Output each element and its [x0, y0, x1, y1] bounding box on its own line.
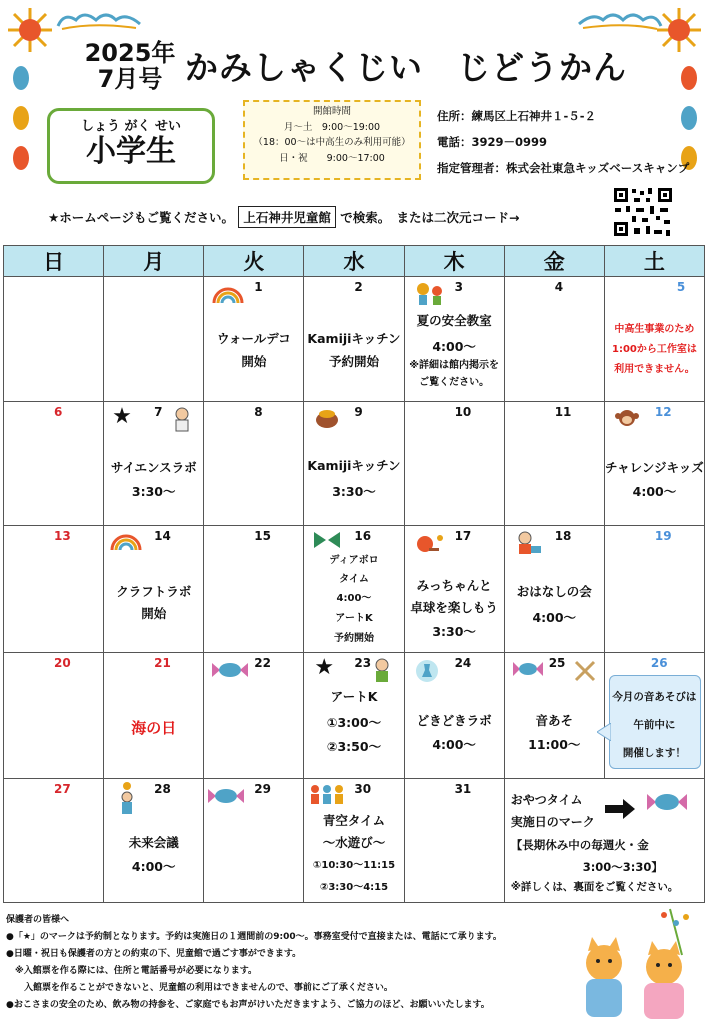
- event-line: Kamijiキッチン: [307, 458, 401, 473]
- day-number: 21: [154, 656, 171, 670]
- calendar-cell-14: [104, 526, 204, 653]
- event-line: 3:30～: [432, 624, 476, 639]
- legend-subtitle: 実施日のマーク: [510, 815, 595, 829]
- day-number: 24: [454, 656, 472, 670]
- calendar-cell-24: [404, 653, 504, 779]
- hours-weekday: 月～土 9:00～19:00: [283, 121, 381, 133]
- notice-line: ●日曜・祝日も保護者の方との約束の下、児童館で過ごす事ができます。: [6, 949, 302, 959]
- day-number: 20: [54, 656, 71, 670]
- flask-icon: [415, 659, 439, 683]
- calendar-cell-13: [4, 526, 104, 653]
- event-line: アートK: [330, 689, 378, 704]
- event-line: 4:00～: [532, 610, 577, 625]
- day-number: 23: [354, 656, 372, 670]
- contact-info: [437, 103, 689, 181]
- kids-group-icon: [308, 783, 346, 805]
- calendar-cell-31: [404, 779, 504, 903]
- day-number: 9: [354, 405, 363, 419]
- day-number: 12: [654, 405, 672, 419]
- issue-date: [75, 40, 185, 92]
- calendar-cell-10: [404, 402, 504, 526]
- reservation-star-icon: ★: [112, 404, 132, 429]
- day-number: 29: [254, 782, 271, 796]
- day-number: 19: [654, 529, 672, 543]
- day-number: 3: [454, 280, 463, 294]
- manager: 指定管理者：株式会社東急キッズベースキャンプ: [437, 161, 690, 175]
- calendar-week: [4, 277, 705, 402]
- calendar-cell-12: [604, 402, 704, 526]
- reservation-star-icon: ★: [314, 655, 335, 680]
- weekday-sat: 土: [604, 246, 704, 277]
- calendar-cell-15: [204, 526, 304, 653]
- day-number: 25: [548, 656, 566, 670]
- event-line: どきどきラボ: [416, 713, 492, 728]
- calendar-cell-empty: [104, 277, 204, 402]
- calendar-cell-29: [204, 779, 304, 903]
- event-line: ①10:30～11:15: [312, 860, 396, 871]
- monkey-icon: [613, 406, 641, 430]
- event-line: ①3:00～: [326, 715, 382, 730]
- day-number: 18: [554, 529, 572, 543]
- day-number: 17: [454, 529, 472, 543]
- notice-text-post: で検索。 または二次元コード→: [340, 210, 520, 225]
- event-line: チャレンジキッズ: [605, 460, 704, 475]
- music-sticks-icon: [573, 659, 597, 683]
- day-number: 8: [254, 405, 263, 419]
- event-line: 開始: [141, 606, 167, 621]
- event-line: 4:00～: [432, 339, 476, 354]
- monthly-calendar: [3, 245, 705, 903]
- event-line: 未来会議: [128, 835, 179, 850]
- cloud-ornament-icon: [54, 8, 144, 32]
- calendar-cell-16: [304, 526, 404, 653]
- calendar-cell-19: [604, 526, 704, 653]
- page-title: かみしゃくじい じどうかん: [185, 48, 627, 87]
- grade-label: 小学生: [86, 134, 176, 169]
- legend-schedule: 【長期休み中の毎週火・金: [510, 838, 649, 852]
- event-line: 卓球を楽しもう: [410, 600, 498, 615]
- event-line: クラフトラボ: [116, 584, 192, 599]
- event-line: 音あそ: [535, 713, 574, 728]
- notice-line: ※入館票を作る際には、住所と電話番号が必要になります。: [6, 966, 258, 976]
- event-line: 3:30～: [131, 484, 176, 499]
- calendar-cell-2: [304, 277, 404, 402]
- event-line: 3:30～: [332, 484, 376, 499]
- qr-code-icon[interactable]: [612, 186, 674, 238]
- calendar-cell-26: [604, 653, 704, 779]
- day-number: 16: [354, 529, 372, 543]
- day-number: 27: [54, 782, 71, 796]
- calendar-cell-empty: [4, 277, 104, 402]
- holiday-label: 海の日: [131, 719, 177, 737]
- phone: 電話：3929－0999: [437, 135, 548, 149]
- day-number: 10: [454, 405, 472, 419]
- snack-candy-icon: [206, 785, 246, 807]
- weekday-sun: 日: [4, 246, 104, 277]
- day-number: 31: [454, 782, 472, 796]
- calendar-cell-5: [604, 277, 704, 402]
- day-number: 28: [154, 782, 171, 796]
- day-number: 22: [254, 656, 271, 670]
- legend-title: おやつタイム: [510, 793, 583, 807]
- calendar-cell-11: [504, 402, 604, 526]
- event-line: ご覧ください。: [419, 377, 490, 388]
- notice-text-pre: ★ホームページもご覧ください。: [48, 210, 234, 225]
- table-tennis-icon: [415, 532, 445, 554]
- safety-kids-icon: [413, 281, 445, 307]
- calendar-cell-17: [404, 526, 504, 653]
- search-keyword: 上石神井児童館: [238, 206, 336, 228]
- event-line: アートK: [335, 613, 373, 624]
- notice-line: ●「★」のマークは予約制となります。予約は実施日の１週間前の9:00～。事務室受付で直接または、電話にて承ります。: [6, 932, 502, 942]
- event-line: 夏の安全教室: [416, 313, 492, 328]
- event-line: 中高生事業のため: [614, 324, 695, 335]
- hours-note: （18：00～は中高生のみ利用可能）: [253, 137, 411, 148]
- calendar-cell-7: [104, 402, 204, 526]
- event-line: 4:00～: [336, 593, 372, 604]
- event-line: みっちゃんと: [416, 578, 492, 593]
- event-line: ②3:50～: [326, 739, 382, 754]
- calendar-cell-22: [204, 653, 304, 779]
- sun-icon: [6, 6, 54, 54]
- notice-line: 入館票を作ることができないと、児童館の利用はできませんので、事前にご了承ください。: [6, 983, 393, 993]
- day-number: 1: [254, 280, 263, 294]
- day-number: 14: [154, 529, 171, 543]
- calendar-cell-9: [304, 402, 404, 526]
- event-line: 開始: [241, 354, 267, 369]
- weekday-tue: 火: [204, 246, 304, 277]
- calendar-cell-6: [4, 402, 104, 526]
- day-number: 2: [354, 280, 363, 294]
- opening-hours-box: [243, 100, 421, 180]
- issue-month: 7月号: [97, 65, 163, 93]
- day-number: 11: [554, 405, 572, 419]
- event-line: ディアボロ: [329, 555, 379, 566]
- event-line: 予約開始: [333, 633, 374, 644]
- weekday-wed: 水: [304, 246, 404, 277]
- diabolo-icon: [312, 530, 342, 550]
- event-line: 今月の音あそびは: [612, 691, 697, 703]
- event-line: 利用できません。: [614, 364, 695, 375]
- calendar-cell-28: [104, 779, 204, 903]
- calendar-cell-23: [304, 653, 404, 779]
- weekday-fri: 金: [504, 246, 604, 277]
- event-line: 予約開始: [328, 354, 379, 369]
- event-line: おはなしの会: [516, 584, 592, 599]
- event-line: ウォールデコ: [216, 331, 291, 346]
- calendar-cell-25: [504, 653, 604, 779]
- day-number: 6: [54, 405, 63, 419]
- snack-time-legend: [504, 779, 704, 903]
- calendar-cell-21: [104, 653, 204, 779]
- event-line: Kamijiキッチン: [307, 331, 401, 346]
- day-number: 7: [154, 405, 163, 419]
- event-line: 開催します！: [622, 747, 686, 759]
- snack-candy-icon: [511, 659, 545, 679]
- event-line: 11:00～: [528, 737, 581, 752]
- event-line: 1:00から工作室は: [611, 344, 697, 355]
- arrow-right-icon: [605, 799, 635, 819]
- calendar-week: [4, 402, 705, 526]
- event-line: タイム: [339, 574, 369, 585]
- calendar-cell-8: [204, 402, 304, 526]
- issue-year: 2025年: [84, 39, 176, 67]
- lantern-ornament-icon: [8, 58, 34, 178]
- idea-person-icon: [116, 781, 138, 815]
- day-number: 15: [254, 529, 271, 543]
- notice-line: ●おこさまの安全のため、飲み物の持参を、ご家庭でもお声がけいただきますよう、ご協力のほど、お願いいたします。: [6, 1000, 490, 1010]
- cloud-ornament-icon: [575, 8, 665, 32]
- artist-icon: [370, 657, 394, 683]
- snack-candy-icon: [645, 789, 689, 815]
- event-line: 青空タイム: [322, 813, 386, 828]
- grade-ruby: しょう がく せい: [80, 119, 182, 134]
- event-line: 4:00～: [432, 737, 476, 752]
- weekday-header-row: [4, 246, 705, 277]
- rainbow-icon: [110, 530, 142, 552]
- day-number: 26: [650, 656, 668, 670]
- event-line: 4:00～: [131, 859, 176, 874]
- event-line: ※詳細は館内掲示を: [409, 360, 499, 371]
- event-line: ②3:30～4:15: [319, 882, 389, 893]
- day-number: 5: [676, 280, 686, 294]
- cooking-pot-icon: [314, 406, 340, 430]
- day-number: 13: [54, 529, 71, 543]
- event-line: 午前中に: [633, 719, 676, 731]
- calendar-cell-4: [504, 277, 604, 402]
- event-line: ～水遊び～: [322, 835, 386, 850]
- legend-note: ※詳しくは、裏面をご覧ください。: [510, 881, 679, 893]
- hours-holiday: 日・祝 9:00～17:00: [279, 152, 385, 164]
- scientist-icon: [170, 406, 194, 432]
- calendar-cell-30: [304, 779, 404, 903]
- parents-notice: [6, 912, 502, 1014]
- notice-heading: 保護者の皆様へ: [6, 915, 70, 925]
- event-line: 4:00～: [632, 484, 677, 499]
- hours-heading: 開館時間: [312, 106, 351, 117]
- calendar-cell-1: [204, 277, 304, 402]
- grade-badge: [47, 108, 215, 184]
- rainbow-icon: [212, 283, 244, 305]
- day-number: 30: [354, 782, 372, 796]
- weekday-mon: 月: [104, 246, 204, 277]
- snack-candy-icon: [210, 659, 250, 681]
- calendar-cell-3: [404, 277, 504, 402]
- calendar-cell-18: [504, 526, 604, 653]
- event-line: サイエンスラボ: [110, 460, 197, 475]
- website-notice: [48, 206, 519, 228]
- calendar-week: [4, 779, 705, 903]
- calendar-week: [4, 526, 705, 653]
- weekday-thu: 木: [404, 246, 504, 277]
- calendar-cell-20: [4, 653, 104, 779]
- day-number: 4: [554, 280, 564, 294]
- mascot-cats-icon: [572, 905, 704, 1020]
- address: 住所：練馬区上石神井１-５-２: [437, 109, 597, 123]
- calendar-week: [4, 653, 705, 779]
- storytelling-icon: [513, 530, 543, 556]
- calendar-cell-27: [4, 779, 104, 903]
- legend-time: 3:00～3:30】: [582, 860, 663, 874]
